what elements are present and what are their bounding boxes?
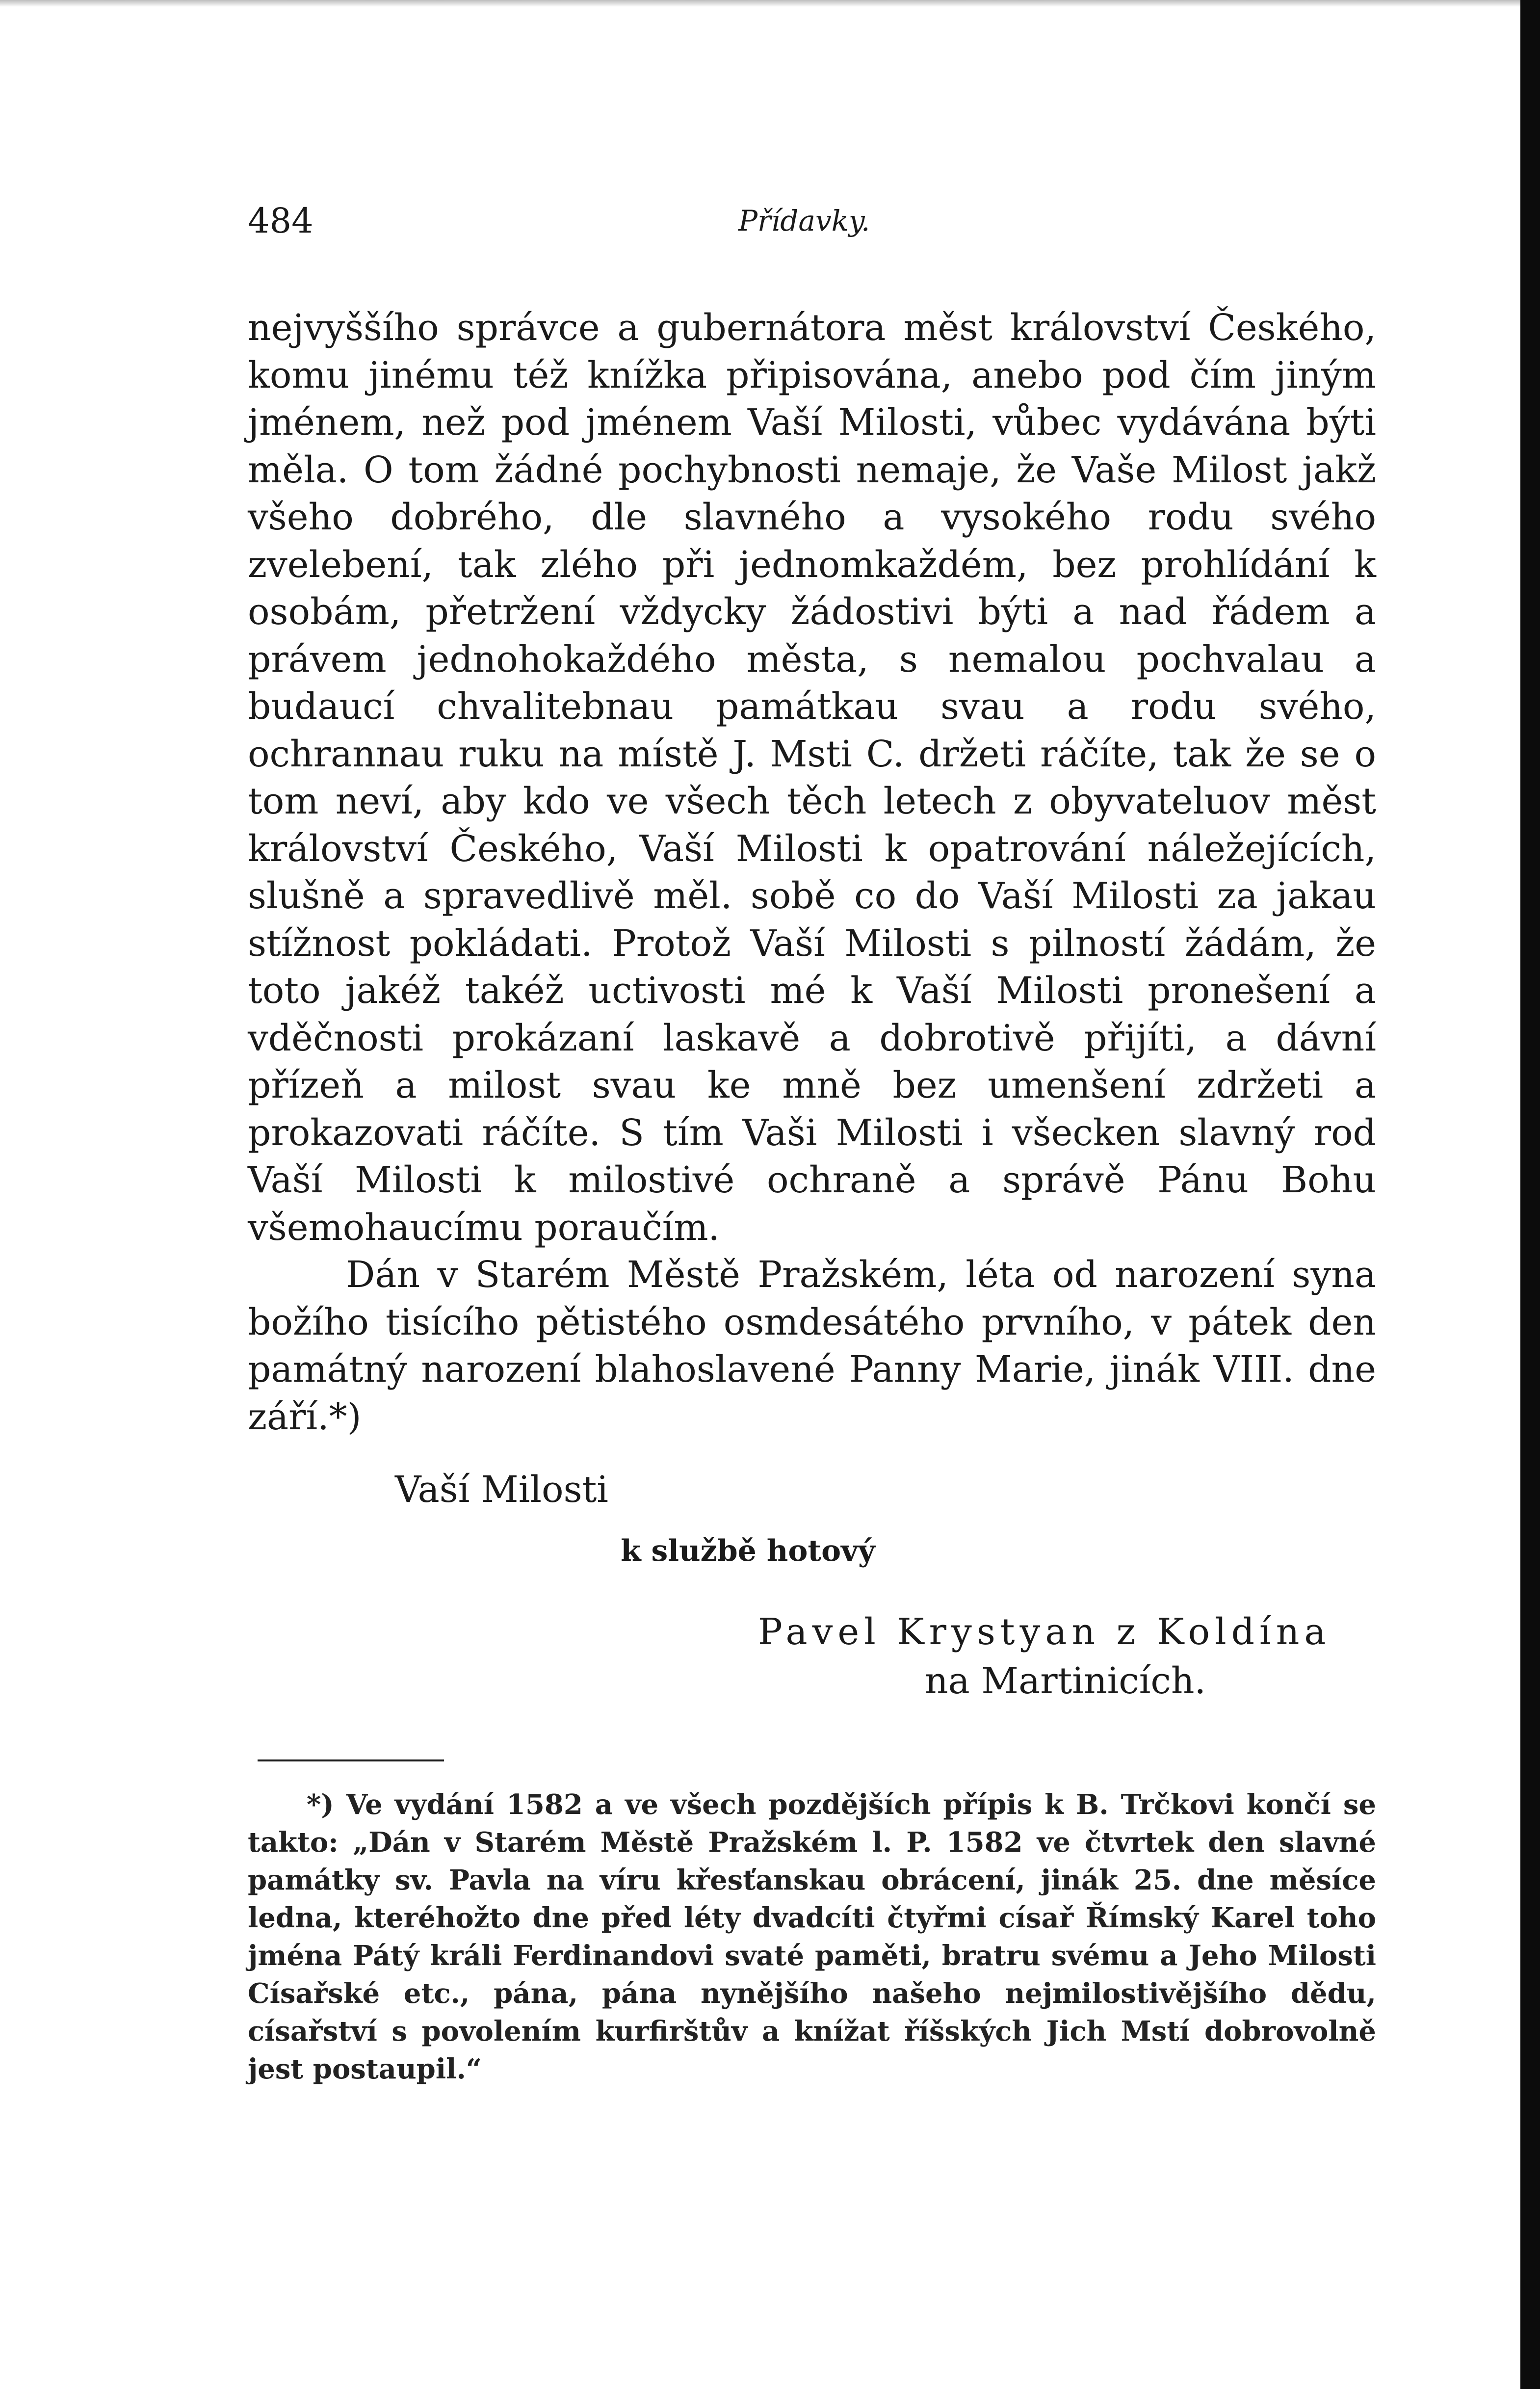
paragraph-1: nejvyššího správce a gubernátora měst království Českého, komu jinému též knížka připisována, anebo pod čím jiným jménem, než pod jménem Vaší Milosti, vůbec vydávána býti měla. O tom žádné pochybnosti nemaje, že Vaše Milost jakž všeho dobrého, dle slavného a vysokého rodu svého zvelebení, tak zlého při jednomkaždém, bez prohlídání k osobám, přetržení vždycky žádostivi býti a nad řádem a právem jednohokaždého města, s nemalou pochvalau a budaucí chvalitebnau památkau svau a rodu svého, ochrannau ruku na místě J. Msti C. držeti ráčíte, tak že se o tom neví, aby kdo ve všech těch letech z obyvateluov měst království Českého, Vaší Milosti k opatrování náležejících, slušně a spravedlivě měl. sobě co do Vaší Milosti za jakau stížnost pokládati. Protož Vaší Milosti s pilností žádám, že toto jakéž takéž uctivosti mé k Vaší Milosti pronešení a vděčnosti prokázaní laskavě a dobrotivě přijíti, a dávní přízeň a milost svau ke mně bez umenšení zdržeti a prokazovati ráčíte. S tím Vaši Milosti i všecken slavný rod Vaší Milosti k milostivé ochraně a správě Pánu Bohu všemohaucímu poraučím.: [248, 307, 1376, 1249]
book-page: [248, 196, 1376, 2088]
scan-edge: [1520, 0, 1540, 2389]
service-line: k službě hotový: [621, 1534, 875, 1568]
scan-top-shadow: [0, 0, 1540, 7]
signature-name: Pavel Krystyan z Koldína: [758, 1611, 1331, 1653]
main-text: [248, 304, 1376, 1441]
footnotes: [248, 1786, 1376, 2088]
footnote-1: *) Ve vydání 1582 a ve všech pozdějších přípis k B. Trčkovi končí se takto: „Dán v Starém Městě Pražském l. P. 1582 ve čtvrtek den slavné památky sv. Pavla na víru křesťanskau obrácení, jinák 25. dne měsíce ledna, kteréhožto dne před léty dvadcíti čtyřmi císař Římský Karel toho jména Pátý králi Ferdinandovi svaté paměti, bratru svému a Jeho Milosti Císařské etc., pána, pána nynějšího našeho nejmilostivějšího dědu, císařství s povolením kurfirštův a knížat říšských Jich Mstí dobrovolně jest postaupil.“: [248, 1788, 1376, 2085]
salutation: Vaší Milosti: [395, 1469, 608, 1511]
page-number: 484: [248, 201, 313, 241]
paragraph-2: Dán v Starém Městě Pražském, léta od narození syna božího tisícího pětistého osmdesátého prvního, v pátek den památný narození blahoslavené Panny Marie, jinák VIII. dne září.*): [248, 1254, 1376, 1438]
footnote-divider: [258, 1759, 444, 1761]
page-header: [248, 196, 1376, 255]
signature-place: na Martinicích.: [925, 1660, 1206, 1702]
running-head: Přídavky.: [738, 204, 870, 237]
